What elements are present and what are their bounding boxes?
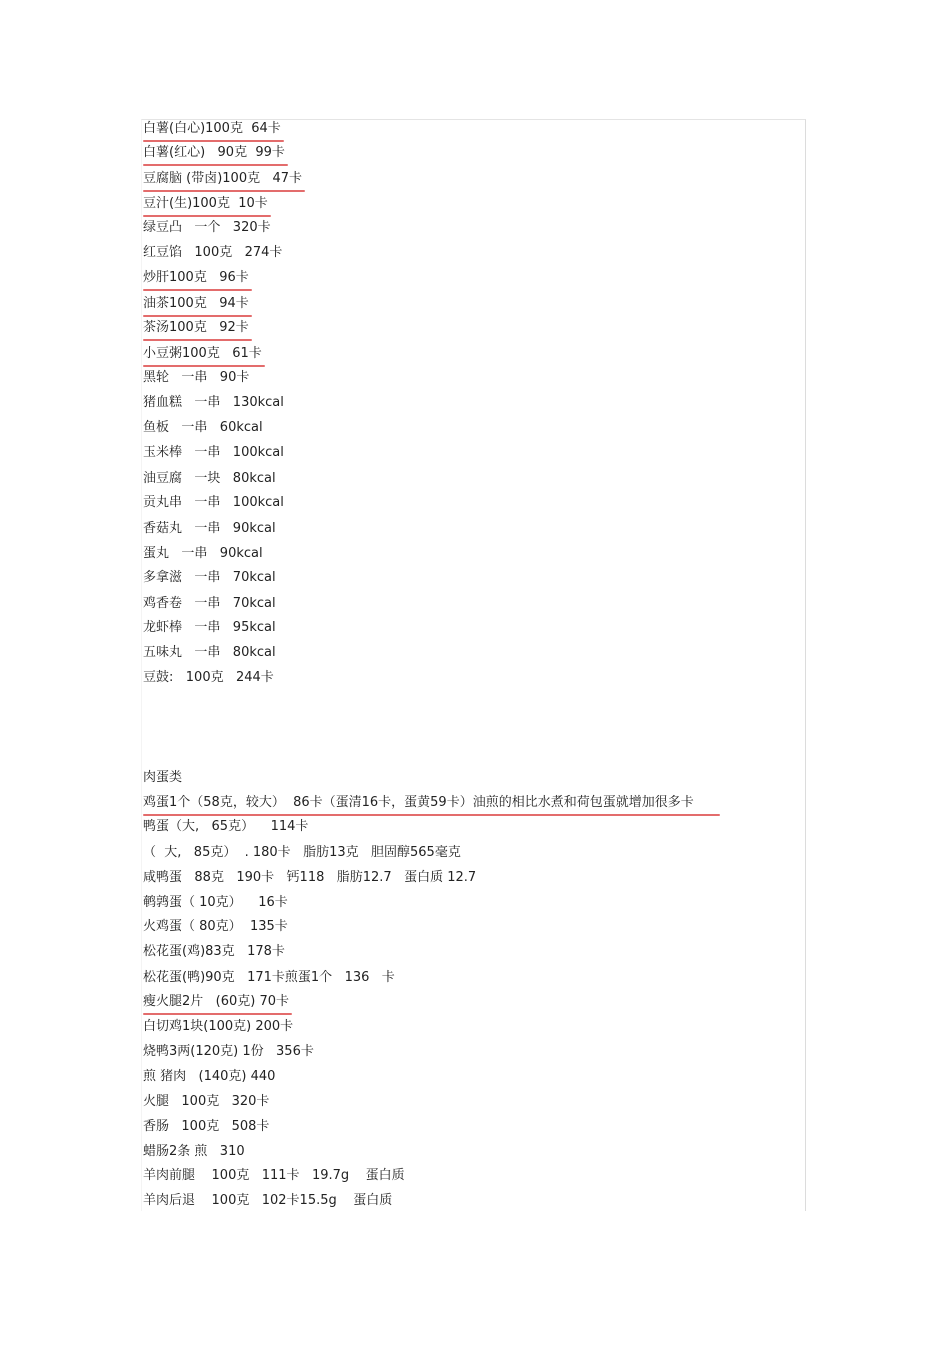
food-item-douchi: [143, 669, 274, 689]
food-item-bean-porridge: [143, 345, 262, 365]
food-item-fried-tofu: [143, 470, 276, 490]
food-item-mung-bean-cake: [143, 219, 271, 239]
food-item-blood-cake: [143, 394, 284, 414]
food-item-duck-egg: [143, 818, 308, 838]
section-heading-text: 肉蛋类: [143, 770, 183, 785]
food-item-text: 龙虾棒 一串 95kcal: [143, 620, 276, 635]
food-item-text: 黑轮 一串 90卡: [143, 370, 250, 385]
food-item-text: 蜡肠2条 煎 310: [143, 1144, 245, 1159]
food-item-lobster-stick: [143, 619, 276, 639]
food-item-tofu-pudding: [143, 170, 302, 190]
food-item-donazi: [143, 569, 276, 589]
food-item-white-cut-chicken: [143, 1018, 293, 1038]
food-item-text: 油豆腐 一块 80kcal: [143, 471, 276, 486]
food-item-duck-egg-large: [143, 844, 461, 864]
food-item-text: 鹌鹑蛋（ 10克） 16卡: [143, 895, 288, 910]
food-item-fried-pork: [143, 1068, 275, 1088]
food-item-text: 煎 猪肉 (140克) 440: [143, 1069, 276, 1084]
food-item-text: 玉米棒 一串 100kcal: [143, 445, 284, 460]
food-item-text: 白薯(红心) 90克 99卡: [143, 145, 285, 160]
food-item-youcha: [143, 295, 249, 315]
food-item-text: 茶汤100克 92卡: [143, 320, 249, 335]
food-item-douzhi: [143, 195, 268, 215]
section-heading-meat-eggs: [143, 769, 182, 789]
food-item-heilun: [143, 369, 249, 389]
food-item-text: 豆汁(生)100克 10卡: [143, 196, 268, 211]
food-item-text: 鱼板 一串 60kcal: [143, 420, 263, 435]
food-item-text: 贡丸串 一串 100kcal: [143, 495, 284, 510]
food-item-corn: [143, 444, 284, 464]
food-item-text: 绿豆凸 一个 320卡: [143, 220, 271, 235]
food-item-text: 炒肝100克 96卡: [143, 270, 249, 285]
food-item-text: （ 大, 85克） . 180卡 脂肪13克 胆固醇565毫克: [143, 845, 461, 860]
food-item-red-bean-paste: [143, 244, 282, 264]
food-item-text: 火鸡蛋（ 80克） 135卡: [143, 919, 288, 934]
food-item-text: 松花蛋(鸡)83克 178卡: [143, 944, 285, 959]
food-item-text: 五味丸 一串 80kcal: [143, 645, 276, 660]
food-item-cured-sausage: [143, 1143, 245, 1163]
food-item-text: 小豆粥100克 61卡: [143, 346, 262, 361]
food-item-text: 松花蛋(鸭)90克 171卡煎蛋1个 136 卡: [143, 970, 395, 985]
food-item-text: 鸡香卷 一串 70kcal: [143, 596, 276, 611]
food-item-text: 羊肉后退 100克 102卡15.5g 蛋白质: [143, 1193, 393, 1208]
food-item-text: 豆鼓: 100克 244卡: [143, 670, 274, 685]
food-item-text: 香菇丸 一串 90kcal: [143, 521, 276, 536]
food-item-text: 猪血糕 一串 130kcal: [143, 395, 284, 410]
food-item-turkey-egg: [143, 918, 288, 938]
food-item-chicken-egg: [143, 794, 694, 814]
food-item-text: 烧鸭3两(120克) 1份 356卡: [143, 1044, 314, 1059]
food-item-text: 火腿 100克 320卡: [143, 1094, 270, 1109]
food-item-baishu-red: [143, 144, 285, 164]
food-item-roast-duck: [143, 1043, 314, 1063]
food-item-lean-ham: [143, 993, 289, 1013]
food-item-chicken-roll: [143, 595, 276, 615]
food-item-text: 鸭蛋（大, 65克） 114卡: [143, 819, 309, 834]
food-item-lamb-hindleg: [143, 1192, 392, 1212]
food-item-text: 瘦火腿2片 (60克) 70卡: [143, 994, 290, 1009]
food-item-text: 羊肉前腿 100克 111卡 19.7g 蛋白质: [143, 1168, 405, 1183]
food-item-ham: [143, 1093, 269, 1113]
food-item-mushroom-ball: [143, 520, 276, 540]
food-item-baishu-white: [143, 120, 281, 140]
food-item-egg-ball: [143, 545, 263, 565]
food-item-chatang: [143, 319, 249, 339]
food-item-century-egg-duck: [143, 969, 395, 989]
food-item-text: 多拿滋 一串 70kcal: [143, 570, 276, 585]
food-item-text: 鸡蛋1个（58克，较大） 86卡（蛋清16卡，蛋黄59卡）油煎的相比水煮和荷包蛋就增加很多卡: [143, 795, 694, 810]
food-item-text: 咸鸭蛋 88克 190卡 钙118 脂肪12.7 蛋白质 12.7: [143, 870, 477, 885]
food-item-text: 蛋丸 一串 90kcal: [143, 546, 263, 561]
food-item-fish-board: [143, 419, 263, 439]
food-item-lamb-foreleg: [143, 1167, 405, 1187]
food-item-text: 红豆馅 100克 274卡: [143, 245, 283, 260]
food-item-chaogan: [143, 269, 249, 289]
food-item-meatball-skewer: [143, 494, 284, 514]
food-item-text: 白切鸡1块(100克) 200卡: [143, 1019, 294, 1034]
food-item-text: 香肠 100克 508卡: [143, 1119, 270, 1134]
food-item-century-egg-chicken: [143, 943, 285, 963]
food-item-text: 豆腐脑 (带卤)100克 47卡: [143, 171, 303, 186]
food-item-five-flavor-ball: [143, 644, 276, 664]
food-item-text: 白薯(白心)100克 64卡: [143, 121, 281, 136]
food-item-text: 油茶100克 94卡: [143, 296, 249, 311]
food-item-sausage: [143, 1118, 269, 1138]
food-item-salted-duck-egg: [143, 869, 476, 889]
food-item-quail-egg: [143, 894, 288, 914]
